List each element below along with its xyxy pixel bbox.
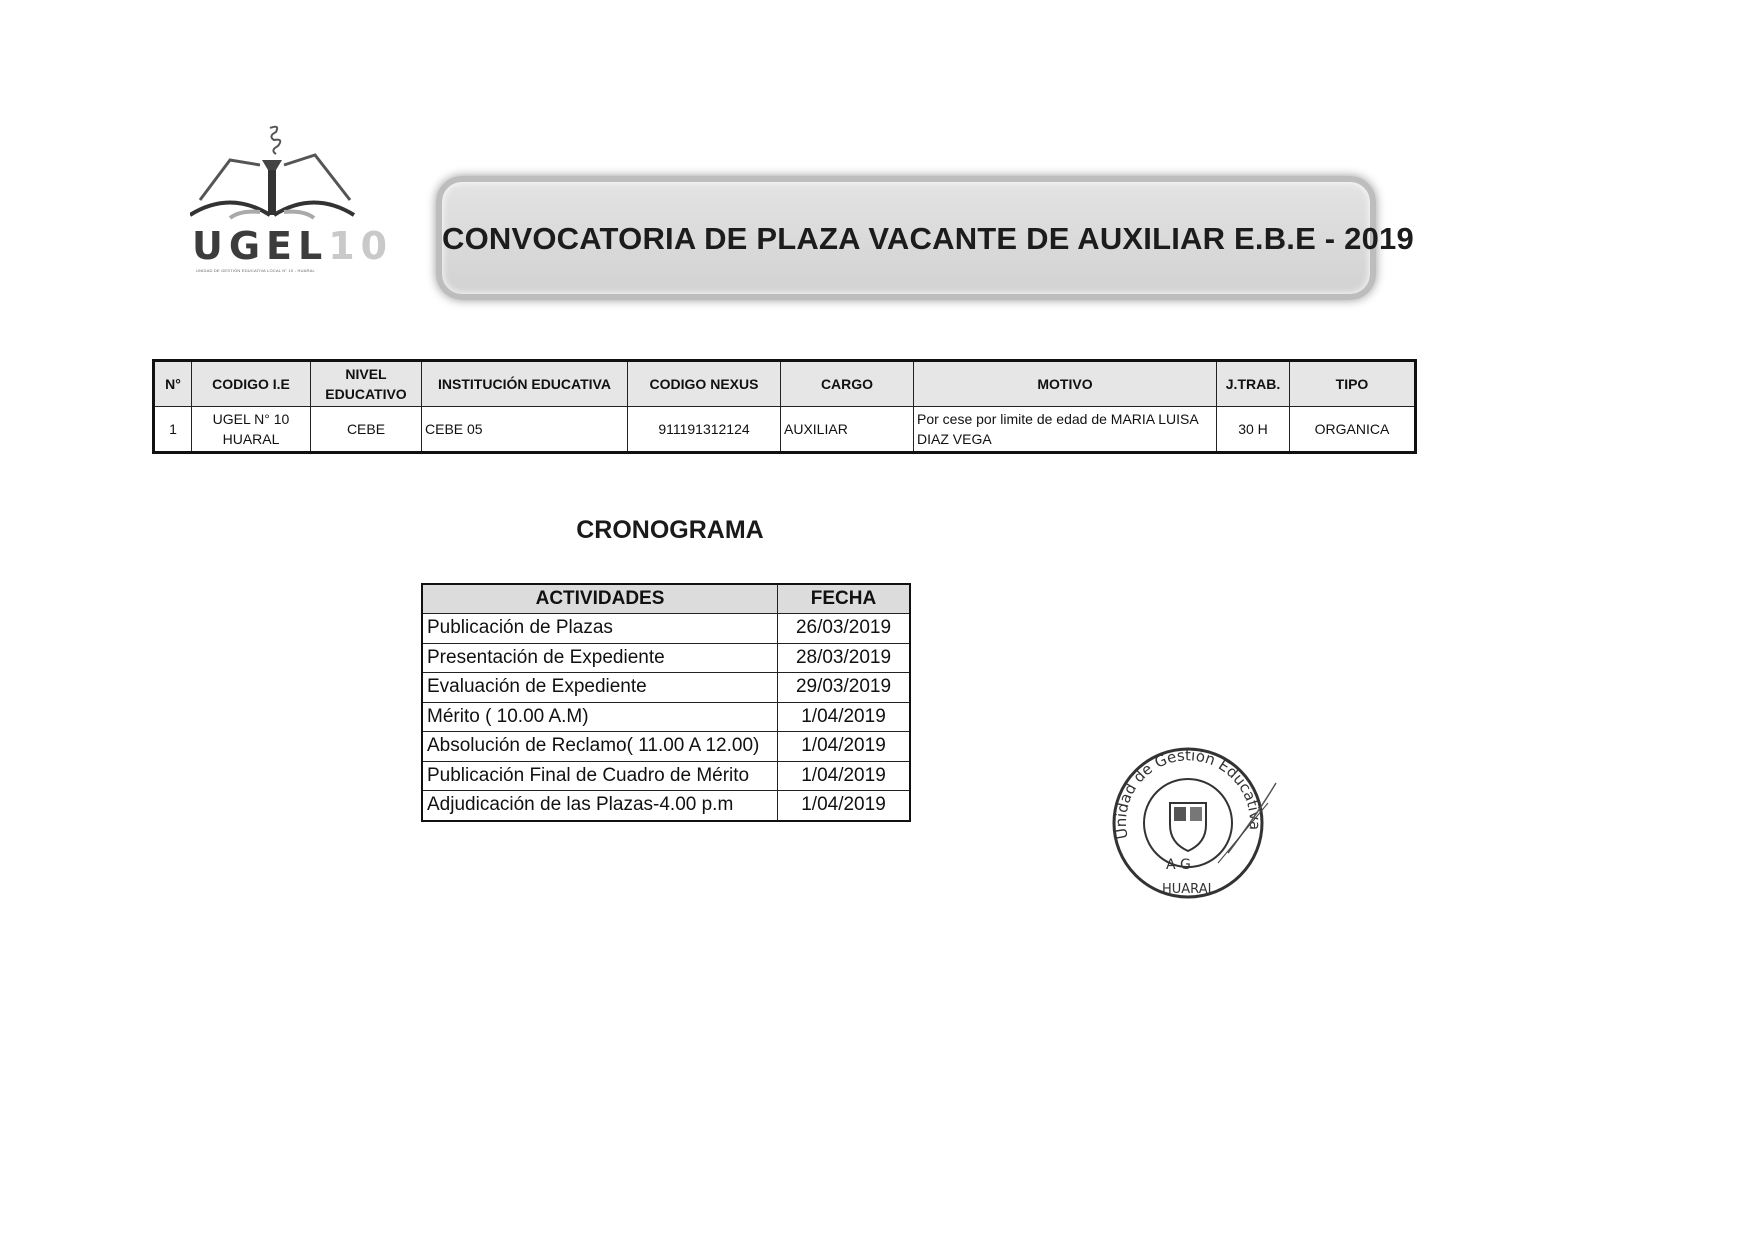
- svg-text:HUARAL: HUARAL: [1162, 882, 1215, 897]
- cell-fecha: 1/04/2019: [778, 791, 911, 821]
- svg-text:A G: A G: [1166, 857, 1191, 873]
- header-codigo-nexus: CODIGO NEXUS: [628, 361, 781, 407]
- cronograma-title: CRONOGRAMA: [576, 516, 764, 544]
- header-jtrab: J.TRAB.: [1217, 361, 1290, 407]
- page-title: CONVOCATORIA DE PLAZA VACANTE DE AUXILIAR E.B.E - 2019: [442, 221, 1414, 256]
- logo-wordmark: UGEL10: [192, 224, 394, 268]
- svg-text:Unidad de Gestión Educativa Lo: Unidad de Gestión Educativa: [1111, 746, 1265, 841]
- cell-codigo-ie: UGEL N° 10 HUARAL: [192, 407, 311, 453]
- cell-cargo: AUXILIAR: [781, 407, 914, 453]
- table-row: [422, 732, 910, 762]
- cronograma-table: [421, 583, 911, 822]
- cell-actividad: Presentación de Expediente: [422, 643, 778, 673]
- cell-fecha: 28/03/2019: [778, 643, 911, 673]
- header-nivel: NIVEL EDUCATIVO: [311, 361, 422, 407]
- cell-motivo: Por cese por limite de edad de MARIA LUISA DIAZ VEGA: [914, 407, 1217, 453]
- official-seal-icon: [1108, 743, 1288, 903]
- ugel-logo: [190, 120, 394, 280]
- header-codigo-ie: CODIGO I.E: [192, 361, 311, 407]
- header-actividades: ACTIVIDADES: [422, 584, 778, 614]
- header-fecha: FECHA: [778, 584, 911, 614]
- cell-institucion: CEBE 05: [422, 407, 628, 453]
- cell-tipo: ORGANICA: [1290, 407, 1416, 453]
- header-cargo: CARGO: [781, 361, 914, 407]
- cell-codigo-nexus: 911191312124: [628, 407, 781, 453]
- header-n: N°: [154, 361, 192, 407]
- title-banner: [436, 176, 1414, 300]
- header-motivo: MOTIVO: [914, 361, 1217, 407]
- table-row: [422, 614, 910, 644]
- cell-fecha: 1/04/2019: [778, 761, 911, 791]
- cell-fecha: 26/03/2019: [778, 614, 911, 644]
- table-row: [422, 643, 910, 673]
- cell-actividad: Publicación Final de Cuadro de Mérito: [422, 761, 778, 791]
- logo-subtitle: UNIDAD DE GESTIÓN EDUCATIVA LOCAL N° 10 - HUARAL: [196, 268, 315, 273]
- header-institucion: INSTITUCIÓN EDUCATIVA: [422, 361, 628, 407]
- cell-actividad: Absolución de Reclamo( 11.00 A 12.00): [422, 732, 778, 762]
- table-row: [422, 761, 910, 791]
- cell-fecha: 29/03/2019: [778, 673, 911, 703]
- table-row: [154, 407, 1416, 453]
- vacancy-header-row: [154, 361, 1416, 407]
- cell-actividad: Adjudicación de las Plazas-4.00 p.m: [422, 791, 778, 821]
- cell-fecha: 1/04/2019: [778, 732, 911, 762]
- torch-book-icon: [190, 120, 360, 230]
- cell-n: 1: [154, 407, 192, 453]
- table-row: [422, 673, 910, 703]
- cell-nivel: CEBE: [311, 407, 422, 453]
- cell-actividad: Mérito ( 10.00 A.M): [422, 702, 778, 732]
- cell-jtrab: 30 H: [1217, 407, 1290, 453]
- table-row: [422, 791, 910, 821]
- cronograma-header-row: [422, 584, 910, 614]
- cell-actividad: Publicación de Plazas: [422, 614, 778, 644]
- cell-fecha: 1/04/2019: [778, 702, 911, 732]
- vacancy-table: [152, 359, 1417, 454]
- cell-actividad: Evaluación de Expediente: [422, 673, 778, 703]
- header-tipo: TIPO: [1290, 361, 1416, 407]
- table-row: [422, 702, 910, 732]
